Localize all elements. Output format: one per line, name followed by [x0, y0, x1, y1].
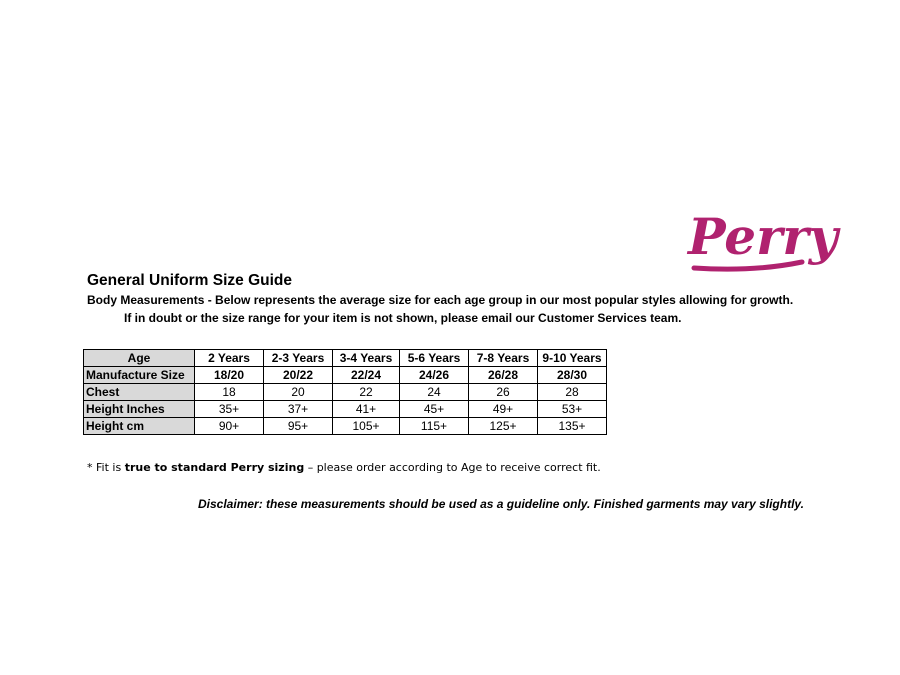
perry-logo-image: [684, 192, 838, 276]
table-cell: 125+: [469, 418, 538, 435]
table-header-row: [84, 350, 607, 367]
table-cell: 135+: [538, 418, 607, 435]
row-label: Chest: [84, 384, 195, 401]
row-label: Height cm: [84, 418, 195, 435]
table-cell: 22: [333, 384, 400, 401]
table-cell: 49+: [469, 401, 538, 418]
table-cell: 18/20: [195, 367, 264, 384]
table-cell: 53+: [538, 401, 607, 418]
age-header: Age: [84, 350, 195, 367]
column-header: 5-6 Years: [400, 350, 469, 367]
table-cell: 18: [195, 384, 264, 401]
perry-logo: [684, 192, 838, 276]
svg-text:Perry: Perry: [688, 207, 838, 266]
table-cell: 20/22: [264, 367, 333, 384]
table-cell: 95+: [264, 418, 333, 435]
table-row: [84, 418, 607, 435]
column-header: 2-3 Years: [264, 350, 333, 367]
table-cell: 37+: [264, 401, 333, 418]
table-cell: 24/26: [400, 367, 469, 384]
table-cell: 20: [264, 384, 333, 401]
table-cell: 28/30: [538, 367, 607, 384]
fit-note-emphasis: true to standard Perry sizing: [124, 461, 305, 474]
size-guide-table: [83, 349, 607, 435]
table-cell: 35+: [195, 401, 264, 418]
intro-line-1: Body Measurements - Below represents the average size for each age group in our most popular styles allowing for growth.: [87, 293, 794, 307]
column-header: 2 Years: [195, 350, 264, 367]
table-cell: 28: [538, 384, 607, 401]
row-label: Height Inches: [84, 401, 195, 418]
intro-line-2: If in doubt or the size range for your item is not shown, please email our Customer Services team.: [124, 311, 682, 325]
table-cell: 41+: [333, 401, 400, 418]
table-cell: 90+: [195, 418, 264, 435]
table-row: [84, 401, 607, 418]
column-header: 3-4 Years: [333, 350, 400, 367]
table-cell: 45+: [400, 401, 469, 418]
page-title: General Uniform Size Guide: [87, 272, 292, 289]
column-header: 7-8 Years: [469, 350, 538, 367]
table-cell: 24: [400, 384, 469, 401]
column-header: 9-10 Years: [538, 350, 607, 367]
table-row: [84, 367, 607, 384]
table-cell: 26: [469, 384, 538, 401]
fit-note-suffix: – please order according to Age to receive correct fit.: [304, 461, 601, 474]
fit-note-prefix: * Fit is: [87, 461, 125, 474]
table-cell: 105+: [333, 418, 400, 435]
table-cell: 22/24: [333, 367, 400, 384]
row-label: Manufacture Size: [84, 367, 195, 384]
table-cell: 115+: [400, 418, 469, 435]
table-row: [84, 384, 607, 401]
table-cell: 26/28: [469, 367, 538, 384]
fit-note: [87, 461, 601, 474]
disclaimer: Disclaimer: these measurements should be used as a guideline only. Finished garments may vary slightly.: [198, 497, 804, 511]
